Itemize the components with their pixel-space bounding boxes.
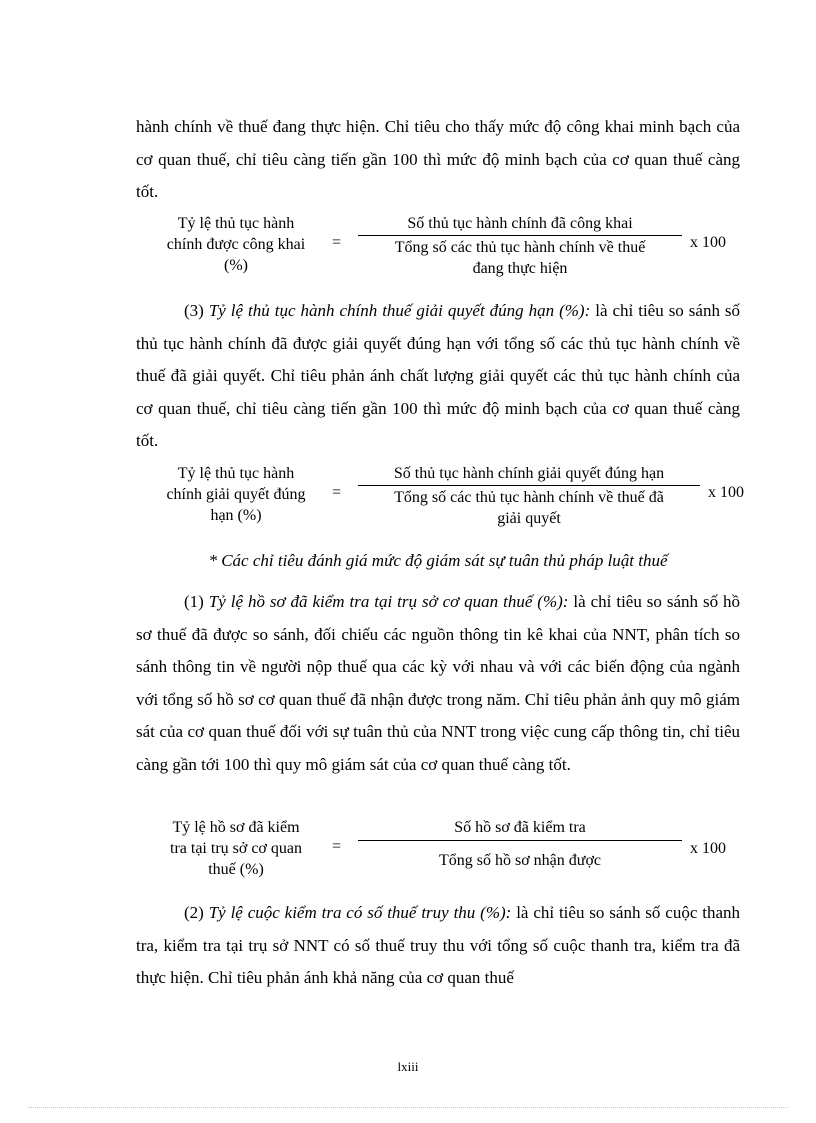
formula-denominator — [358, 850, 682, 871]
indicator-term: Tỷ lệ cuộc kiểm tra có số thuế truy thu (%): — [208, 903, 512, 922]
paragraph-text: là chỉ tiêu so sánh số cuộc thanh tra, kiểm tra tại trụ sở NNT có số thuế truy thu với tổng số cuộc thanh tra, kiểm tra đã thực hiện. Chỉ tiêu phản ánh khả năng của cơ quan thuế — [136, 903, 741, 987]
formula-denominator — [358, 237, 682, 279]
formula-records-checked — [136, 817, 760, 883]
paragraph-text: hành chính về thuế đang thực hiện. Chỉ tiêu cho thấy mức độ công khai minh bạch của cơ quan thuế, chỉ tiêu càng tiến gần 100 thì mức độ minh bạch của cơ quan thuế càng tốt. — [136, 117, 740, 201]
multiplier: x 100 — [708, 484, 744, 501]
equals-sign: = — [332, 234, 342, 251]
formula-left-line: thuế (%) — [208, 861, 264, 878]
paragraph-on-time-procedures — [136, 295, 740, 458]
equals-sign: = — [332, 838, 342, 855]
formula-denominator-line: Tổng số hồ sơ nhận được — [438, 852, 602, 869]
formula-left-line: Tỷ lệ thủ tục hành — [177, 465, 295, 482]
page-number: lxiii — [397, 1059, 419, 1074]
formula-denominator — [358, 487, 700, 529]
formula-left-line: (%) — [224, 257, 248, 274]
formula-numerator: Số thủ tục hành chính giải quyết đúng hạn — [393, 465, 665, 482]
formula-left-line: chính giải quyết đúng — [166, 486, 306, 503]
equals-sign: = — [332, 484, 342, 501]
formula-left-line: Tỷ lệ hồ sơ đã kiểm — [172, 819, 300, 836]
paragraph-text: là chỉ tiêu so sánh số hồ sơ thuế đã được so sánh, đối chiếu các nguồn thông tin kê khai của NNT, phân tích so sánh thông tin về người nộp thuế qua các kỳ với nhau và với các biến động của ngành với tổng số hồ sơ cơ quan thuế đã nhận được trong năm. Chỉ tiêu phản ảnh quy mô giám sát của cơ quan thuế đối với sự tuân thủ của NNT trong việc cung cấp thông tin, chỉ tiêu càng gần tới 100 thì quy mô giám sát của cơ quan thuế càng tốt. — [136, 592, 741, 774]
indicator-term: Tỷ lệ thủ tục hành chính thuế giải quyết đúng hạn (%): — [208, 301, 591, 320]
paragraph-records-checked — [136, 586, 740, 781]
formula-left-line: hạn (%) — [210, 507, 262, 524]
fraction-bar — [358, 840, 682, 841]
formula-on-time-procedures — [136, 463, 760, 529]
formula-public-procedures — [136, 213, 760, 279]
page-bottom-divider — [28, 1107, 788, 1108]
section-heading: * Các chỉ tiêu đánh giá mức độ giám sát sự tuân thủ pháp luật thuế — [208, 551, 668, 570]
formula-left-side — [136, 213, 336, 276]
formula-left-line: Tỷ lệ thủ tục hành — [177, 215, 295, 232]
indicator-term: Tỷ lệ hồ sơ đã kiểm tra tại trụ sở cơ quan thuế (%): — [208, 592, 569, 611]
fraction-bar — [358, 235, 682, 236]
formula-numerator: Số hồ sơ đã kiểm tra — [454, 819, 586, 836]
formula-left-side — [136, 817, 336, 880]
formula-denominator-line: Tổng số các thủ tục hành chính về thuế đã — [394, 489, 664, 506]
fraction-bar — [358, 485, 700, 486]
paragraph-audits-with-arrears — [136, 897, 740, 995]
paragraph-text: là chỉ tiêu so sánh số thủ tục hành chính đã được giải quyết đúng hạn với tổng số các thủ tục hành chính về thuế đã giải quyết. Chỉ tiêu phản ánh chất lượng giải quyết các thủ tục hành chính của cơ quan thuế, chỉ tiêu càng tiến gần 100 thì mức độ minh bạch của cơ quan thuế càng tốt. — [136, 301, 741, 450]
formula-denominator-line: Tổng số các thủ tục hành chính về thuế — [394, 239, 646, 256]
multiplier: x 100 — [690, 840, 726, 857]
formula-left-line: chính được công khai — [166, 236, 306, 253]
formula-left-line: tra tại trụ sở cơ quan — [170, 840, 302, 857]
formula-left-side — [136, 463, 336, 526]
item-number: (3) — [184, 301, 204, 320]
paragraph-continuation — [136, 111, 740, 209]
formula-numerator: Số thủ tục hành chính đã công khai — [407, 215, 633, 232]
item-number: (2) — [184, 903, 204, 922]
formula-denominator-line: đang thực hiện — [472, 260, 568, 277]
multiplier: x 100 — [690, 234, 726, 251]
formula-denominator-line: giải quyết — [497, 510, 561, 527]
item-number: (1) — [184, 592, 204, 611]
